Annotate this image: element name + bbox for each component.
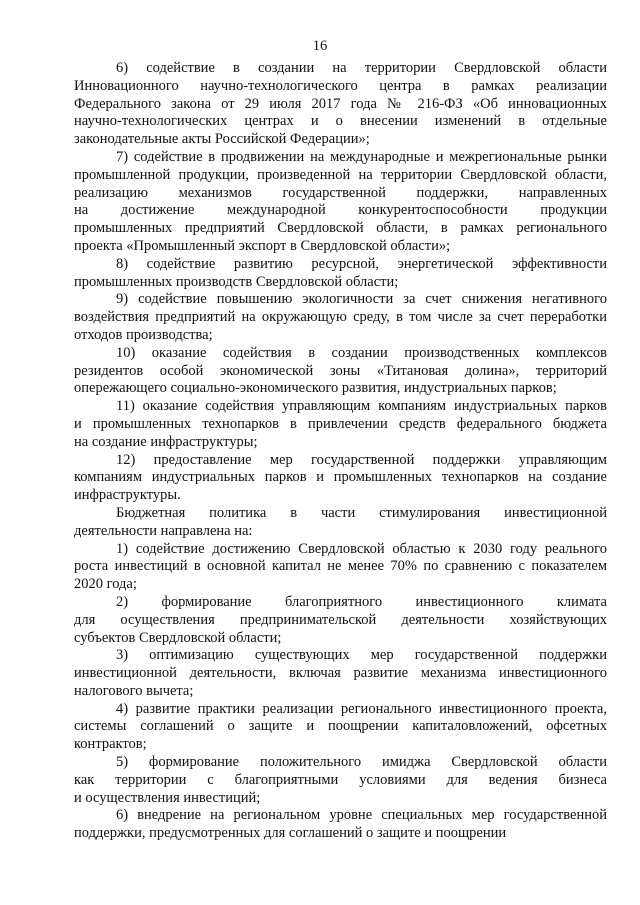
text-line: системы соглашений о защите и поощрении капиталовложений, офсетных: [74, 718, 607, 735]
text-line: промышленной продукции, произведенной на территории Свердловской области,: [74, 166, 607, 183]
text-line: поддержки, предусмотренных для соглашений о защите и поощрении: [74, 825, 507, 842]
text-line: 2020 года;: [74, 576, 137, 593]
text-line: и осуществления инвестиций;: [74, 789, 261, 806]
text-line: 5) формирование положительного имиджа Свердловской области: [116, 754, 607, 771]
text-line: для осуществления предпринимательской деятельности хозяйствующих: [74, 611, 607, 628]
text-line: 11) оказание содействия управляющим компаниям индустриальных парков: [116, 398, 607, 415]
text-line: инфраструктуры.: [74, 487, 181, 504]
paragraph-10: [74, 594, 607, 647]
text-line: отходов производства;: [74, 326, 213, 343]
text-line: 4) развитие практики реализации регионального инвестиционного проекта,: [116, 700, 607, 717]
text-line: Бюджетная политика в части стимулирования инвестиционной: [116, 504, 607, 521]
text-line: 1) содействие достижению Свердловской областью к 2030 году реального: [116, 540, 607, 557]
paragraph-13: [74, 754, 607, 807]
text-line: субъектов Свердловской области;: [74, 629, 282, 646]
text-line: воздействия предприятий на окружающую среду, в том числе за счет переработки: [74, 309, 607, 326]
paragraph-11: [74, 647, 607, 700]
paragraph-14: [74, 807, 607, 843]
text-line: на создание инфраструктуры;: [74, 433, 258, 450]
text-line: 7) содействие в продвижении на международные и межрегиональные рынки: [116, 148, 607, 165]
text-line: реализацию механизмов государственной поддержки, направленных: [74, 184, 607, 201]
text-line: на достижение международной конкурентоспособности продукции: [74, 202, 607, 219]
text-line: 10) оказание содействия в создании производственных комплексов: [116, 344, 607, 361]
text-line: проекта «Промышленный экспорт в Свердловской области»;: [74, 237, 451, 254]
paragraph-6: [74, 398, 607, 451]
paragraph-3: [74, 256, 607, 292]
text-line: налогового вычета;: [74, 682, 194, 699]
text-line: роста инвестиций в основной капитал не менее 70% по сравнению с показателем: [74, 558, 607, 575]
text-line: 2) формирование благоприятного инвестиционного климата: [116, 593, 607, 610]
text-line: Инновационного научно-технологического центра в рамках реализации: [74, 77, 607, 94]
text-line: инвестиционной деятельности, включая развитие механизма инвестиционного: [74, 665, 607, 682]
paragraph-9: [74, 541, 607, 594]
text-line: 8) содействие развитию ресурсной, энергетической эффективности: [116, 255, 607, 272]
text-line: и промышленных технопарков в привлечении средств федерального бюджета: [74, 415, 607, 432]
text-line: контрактов;: [74, 736, 147, 753]
paragraph-1: [74, 60, 607, 149]
text-line: как территории с благоприятными условиями для ведения бизнеса: [74, 771, 607, 788]
document-body: [74, 60, 607, 843]
text-line: 9) содействие повышению экологичности за счет снижения негативного: [116, 291, 607, 308]
text-line: 12) предоставление мер государственной поддержки управляющим: [116, 451, 607, 468]
text-line: резидентов особой экономической зоны «Титановая долина», территорий: [74, 362, 607, 379]
text-line: Федерального закона от 29 июля 2017 года № 216-ФЗ «Об инновационных: [74, 95, 607, 112]
text-line: законодательные акты Российской Федерации»;: [74, 131, 370, 148]
paragraph-8: [74, 505, 607, 541]
text-line: деятельности направлена на:: [74, 522, 253, 539]
paragraph-12: [74, 701, 607, 754]
paragraph-4: [74, 291, 607, 344]
text-line: компаниям индустриальных парков и промышленных технопарков на создание: [74, 469, 607, 486]
page-number: 16: [312, 38, 328, 54]
text-line: 6) содействие в создании на территории Свердловской области: [116, 60, 607, 76]
text-line: промышленных предприятий Свердловской области, в рамках регионального: [74, 220, 607, 237]
text-line: научно-технологических центрах и о внесении изменений в отдельные: [74, 113, 607, 130]
text-line: опережающего социально-экономического развития, индустриальных парков;: [74, 380, 557, 397]
text-line: промышленных производств Свердловской области;: [74, 273, 399, 290]
paragraph-2: [74, 149, 607, 256]
text-line: 3) оптимизацию существующих мер государственной поддержки: [116, 647, 607, 664]
paragraph-7: [74, 452, 607, 505]
text-line: 6) внедрение на региональном уровне специальных мер государственной: [116, 807, 607, 824]
paragraph-5: [74, 345, 607, 398]
